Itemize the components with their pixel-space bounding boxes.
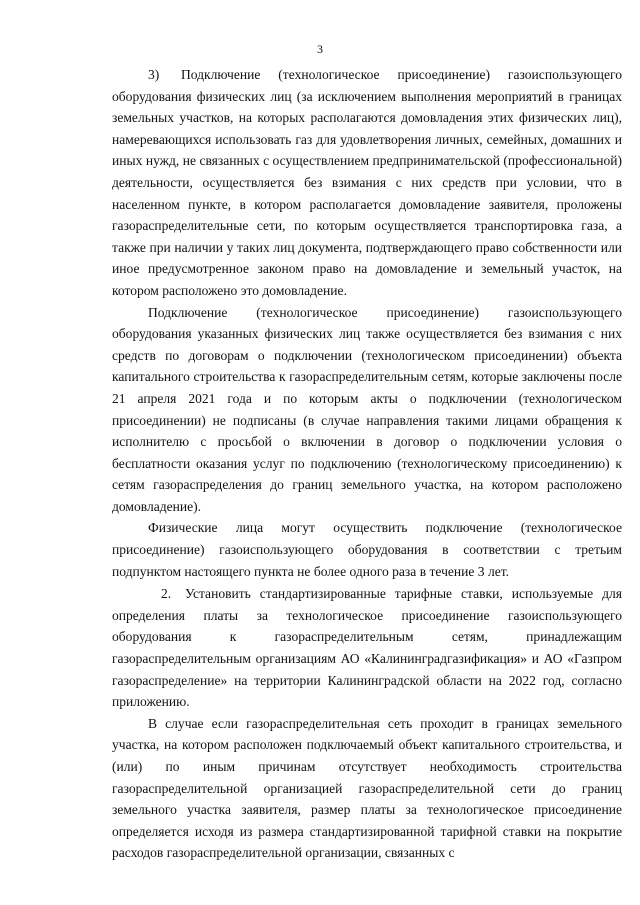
document-body [112, 64, 622, 864]
paragraph-fee-calculation: В случае если газораспределительная сеть проходит в границах земельного участка, на котором расположен подключаемый объект капитального строительства, и (или) по иным причинам отсутствует необходимость строительства газораспределительной организацией газораспределительной сети до границ земельного участка заявителя, размер платы за технологическое присоединение определяется исходя из размера стандартизированной тарифной ставки на покрытие расходов газораспределительной организации, связанных с [112, 715, 622, 861]
item-number: 3) [148, 67, 160, 82]
paragraph-text: Установить стандартизированные тарифные ставки, используемые для определения платы за технологическое присоединение газоиспользующего оборудования к газораспределительным сетям, принадлежащим газораспределительным организациям АО «Калининградгазификация» и АО «Газпром газораспределение» на территории Калининградской области на 2022 год, согласно приложению. [112, 586, 622, 710]
paragraph-item-2 [112, 583, 622, 713]
paragraph-connection-contracts: Подключение (технологическое присоединение) газоиспользующего оборудования указанных физических лиц также осуществляется без взимания с них средств по договорам о подключении (технологическом присоединении) объекта капитального строительства к газораспределительным сетям, которые заключены после 21 апреля 2021 года и по которым акты о подключении (технологическом присоединении) не подписаны (в случае направления такими лицами обращения к исполнителю с просьбой о включении в договор о подключении условия о бесплатности оказания услуг по подключению (технологическому присоединению) к сетям газораспределения до границ земельного участка, на котором расположено домовладение). [112, 304, 622, 514]
page-number: 3 [317, 42, 323, 56]
paragraph-text: Подключение (технологическое присоединение) газоиспользующего оборудования физических лиц (за исключением выполнения мероприятий в границах земельных участков, на которых располагаются домовладения этих физических лиц), намеревающихся использовать газ для удовлетворения личных, семейных, домашних и иных нужд, не связанных с осуществлением предпринимательской (профессиональной) деятельности, осуществляется без взимания с них средств при условии, что в населенном пункте, в котором располагается домовладение заявителя, проложены газораспределительные сети, по которым осуществляется транспортировка газа, а также при наличии у таких лиц документа, подтверждающего право собственности или иное предусмотренное законом право на домовладение и земельный участок, на котором расположено это домовладение. [112, 67, 622, 298]
paragraph-individuals-limit: Физические лица могут осуществить подключение (технологическое присоединение) газоиспользующего оборудования в соответствии с третьим подпунктом настоящего пункта не более одного раза в течение 3 лет. [112, 520, 622, 579]
paragraph-item-3 [112, 64, 622, 302]
item-number: 2. [161, 586, 172, 602]
